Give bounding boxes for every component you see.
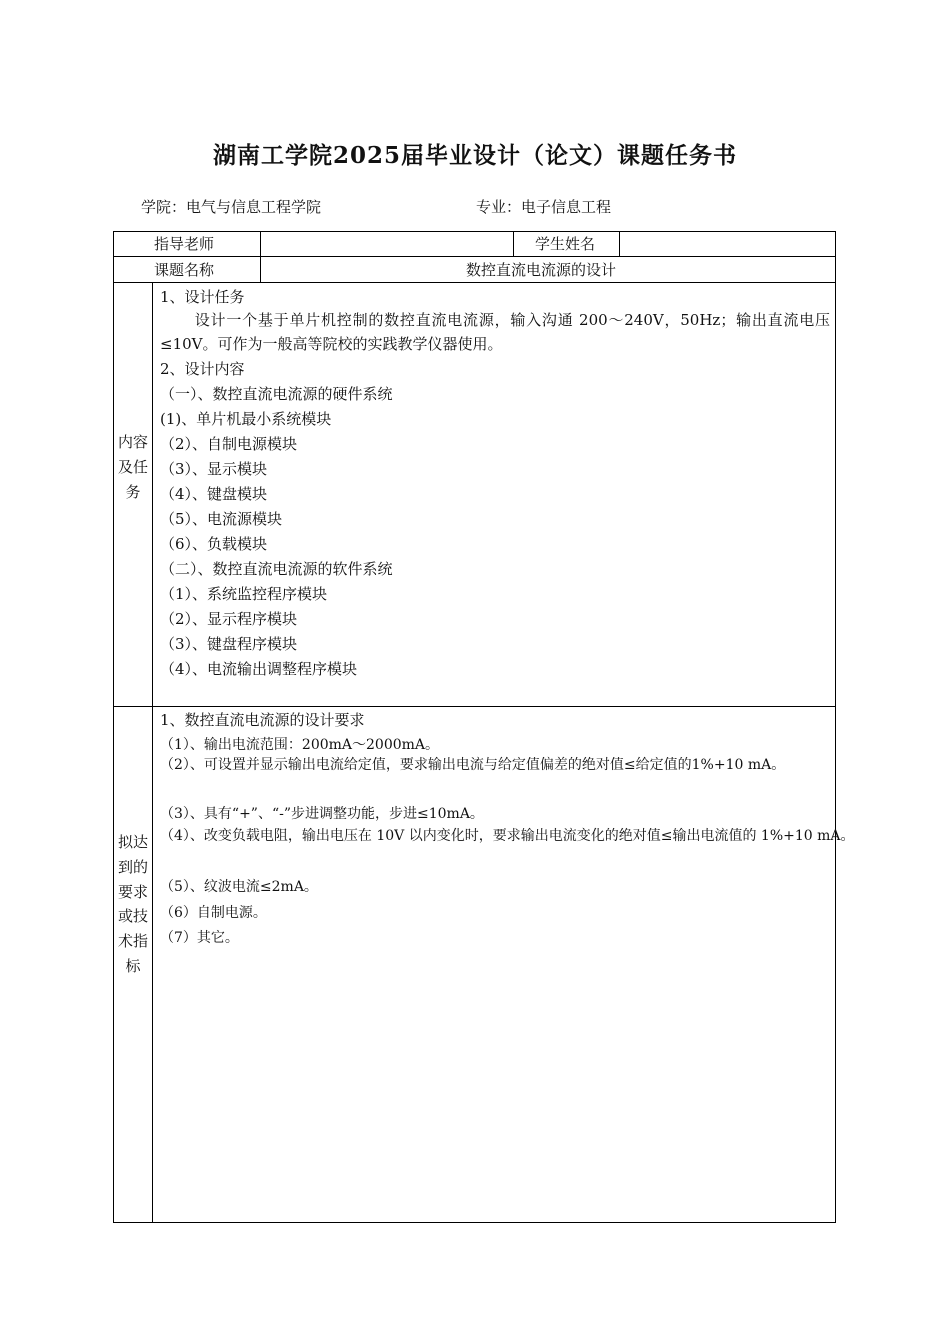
major-label: 专业：电子信息工程 <box>476 198 612 216</box>
list-item: （1）、系统监控程序模块 <box>160 585 328 603</box>
requirement-item: （7）其它。 <box>160 930 239 946</box>
col-divider <box>619 231 620 256</box>
content-section-label: 内容及任务 <box>117 433 148 501</box>
col-divider <box>260 231 261 282</box>
list-item: （4）、电流输出调整程序模块 <box>160 660 358 678</box>
list-item: （3）、键盘程序模块 <box>160 635 298 653</box>
list-item: （6）、负载模块 <box>160 535 268 553</box>
content-section <box>160 286 832 701</box>
design-task-text <box>160 308 830 356</box>
requirements-heading: 1、数控直流电流源的设计要求 <box>160 711 365 729</box>
col-divider <box>513 231 514 256</box>
list-item: （4）、键盘模块 <box>160 485 268 503</box>
requirement-item: （5）、纹波电流≤2mA。 <box>160 879 318 895</box>
requirement-item: （6）自制电源。 <box>160 905 267 921</box>
list-item: （3）、显示模块 <box>160 460 268 478</box>
row-divider <box>113 706 836 707</box>
list-item: (1)、单片机最小系统模块 <box>160 410 332 428</box>
advisor-label: 指导老师 <box>154 235 215 253</box>
college-label: 学院：电气与信息工程学院 <box>141 198 322 216</box>
requirements-section-label: 拟达到的要求或技术指标 <box>117 833 148 975</box>
requirement-item: （3）、具有“+”、“-”步进调整功能，步进≤10mA。 <box>160 806 484 822</box>
list-item: （2）、自制电源模块 <box>160 435 298 453</box>
list-item: （2）、显示程序模块 <box>160 610 298 628</box>
list-item: （一）、数控直流电流源的硬件系统 <box>160 385 393 403</box>
requirement-item: （4）、改变负载电阻，输出电压在 10V 以内变化时，要求输出电流变化的绝对值≤输出电流值的 1%+10 mA。 <box>160 828 855 844</box>
topic-value: 数控直流电流源的设计 <box>466 261 617 279</box>
design-task-heading: 1、设计任务 <box>160 288 245 306</box>
topic-label: 课题名称 <box>154 261 215 279</box>
document-title: 湖南工学院2025届毕业设计（论文）课题任务书 <box>212 142 737 169</box>
design-task-body: 设计一个基于单片机控制的数控直流电流源，输入沟通 200～240V，50Hz；输出直流电压≤10V。可作为一般高等院校的实践教学仪器使用。 <box>160 311 830 353</box>
row-divider <box>113 256 836 257</box>
student-label: 学生姓名 <box>535 235 596 253</box>
list-item: （二）、数控直流电流源的软件系统 <box>160 560 393 578</box>
col-divider <box>152 282 153 1223</box>
design-content-heading: 2、设计内容 <box>160 360 245 378</box>
requirements-section <box>160 709 855 1219</box>
row-divider <box>113 282 836 283</box>
requirement-item: （2）、可设置并显示输出电流给定值，要求输出电流与给定值偏差的绝对值≤给定值的1%+10 mA。 <box>160 757 786 773</box>
requirement-item: （1）、输出电流范围：200mA～2000mA。 <box>160 737 440 753</box>
list-item: （5）、电流源模块 <box>160 510 283 528</box>
